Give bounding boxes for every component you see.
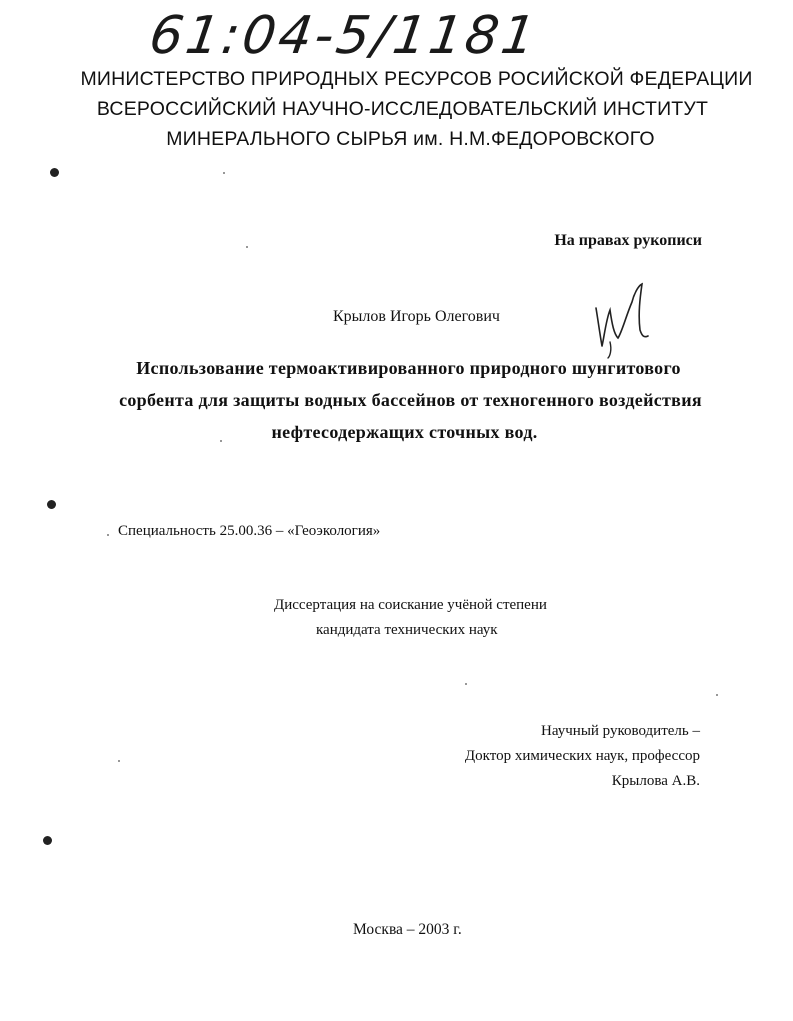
handwritten-registration-code: 61:04-5/1181 [145,6,542,66]
supervisor-label: Научный руководитель – [541,723,700,739]
author-name: Крылов Игорь Олегович [333,308,500,325]
scan-speck [118,760,120,762]
binding-hole-mark [47,500,56,509]
scan-speck [465,683,467,685]
manuscript-rights-note: На правах рукописи [554,232,702,249]
scan-speck [716,694,718,696]
scan-speck [246,246,248,248]
scan-speck [220,440,222,442]
degree-line-1: Диссертация на соискание учёной степени [274,597,547,613]
author-signature [588,280,658,360]
header-ministry: МИНИСТЕРСТВО ПРИРОДНЫХ РЕСУРСОВ РОСИЙСКОЙ ФЕДЕРАЦИИ [80,68,753,90]
supervisor-name: Крылова А.В. [611,773,700,789]
header-institute-name: МИНЕРАЛЬНОГО СЫРЬЯ им. Н.М.ФЕДОРОВСКОГО [166,128,655,150]
dissertation-title-line-1: Использование термоактивированного природного шунгитового [136,358,681,378]
dissertation-title-line-3: нефтесодержащих сточных вод. [271,422,538,442]
scan-speck [223,172,225,174]
degree-line-2: кандидата технических наук [316,622,498,638]
binding-hole-mark [43,836,52,845]
dissertation-title-line-2: сорбента для защиты водных бассейнов от техногенного воздействия [119,390,702,410]
scan-speck [107,534,109,536]
city-year: Москва – 2003 г. [353,921,462,938]
header-institute: ВСЕРОССИЙСКИЙ НАУЧНО-ИССЛЕДОВАТЕЛЬСКИЙ ИНСТИТУТ [96,98,709,120]
specialty-line: Специальность 25.00.36 – «Геоэкология» [118,523,381,539]
supervisor-degree: Доктор химических наук, профессор [464,748,700,764]
binding-hole-mark [50,168,59,177]
